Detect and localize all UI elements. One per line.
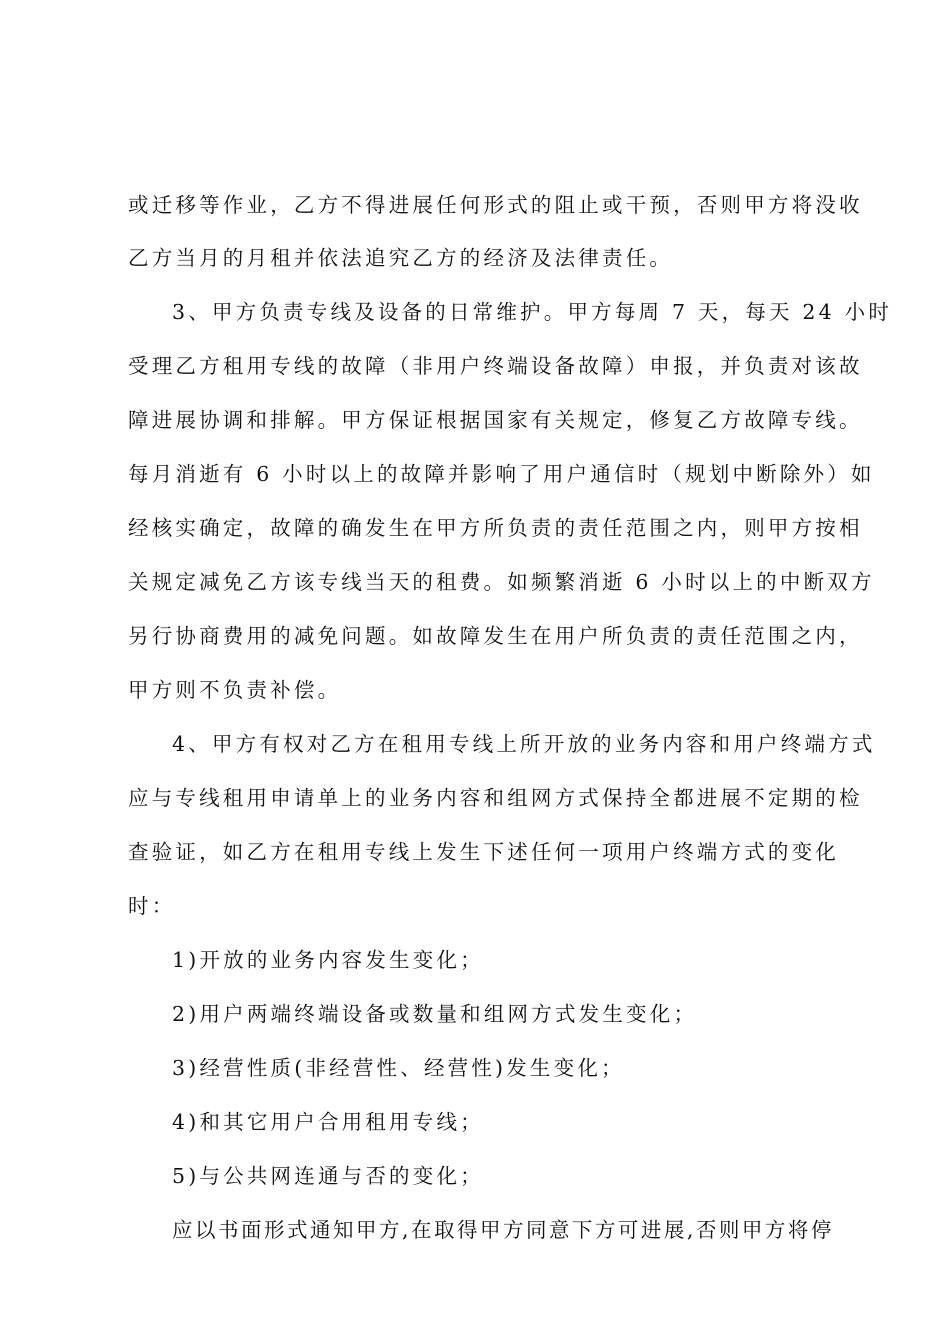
list-item: 1)开放的业务内容发生变化； — [172, 948, 484, 972]
list-item: 3)经营性质(非经营性、经营性)发生变化； — [172, 1056, 625, 1080]
list-item: 5)与公共网连通与否的变化； — [172, 1164, 484, 1188]
paragraph-line: 障进展协调和排解。甲方保证根据国家有关规定，修复乙方故障专线。 — [128, 408, 863, 432]
list-item: 2)用户两端终端设备或数量和组网方式发生变化； — [172, 1002, 698, 1026]
paragraph-line: 4、甲方有权对乙方在租用专线上所开放的业务内容和用户终端方式 — [172, 732, 876, 756]
paragraph-line: 时： — [128, 894, 176, 918]
paragraph-line: 应以书面形式通知甲方,在取得甲方同意下方可进展,否则甲方将停 — [172, 1218, 832, 1242]
paragraph-line: 查验证，如乙方在租用专线上发生下述任何一项用户终端方式的变化 — [128, 840, 839, 864]
list-item: 4)和其它用户合用租用专线； — [172, 1110, 484, 1134]
paragraph-line: 经核实确定，故障的确发生在甲方所负责的责任范围之内，则甲方按相 — [128, 516, 863, 540]
paragraph-line: 乙方当月的月租并依法追究乙方的经济及法律责任。 — [128, 246, 674, 270]
paragraph-line: 3、甲方负责专线及设备的日常维护。甲方每周 7 天，每天 24 小时 — [172, 300, 893, 324]
paragraph-line: 甲方则不负责补偿。 — [128, 678, 342, 702]
paragraph-line: 或迁移等作业，乙方不得进展任何形式的阻止或干预，否则甲方将没收 — [128, 193, 863, 217]
paragraph-line: 关规定减免乙方该专线当天的租费。如频繁消逝 6 小时以上的中断双方 — [128, 570, 875, 594]
paragraph-line: 受理乙方租用专线的故障（非用户终端设备故障）申报，并负责对该故 — [128, 354, 863, 378]
paragraph-line: 另行协商费用的减免问题。如故障发生在用户所负责的责任范围之内， — [128, 624, 863, 648]
paragraph-line: 每月消逝有 6 小时以上的故障并影响了用户通信时（规划中断除外）如 — [128, 462, 875, 486]
paragraph-line: 应与专线租用申请单上的业务内容和组网方式保持全都进展不定期的检 — [128, 786, 863, 810]
